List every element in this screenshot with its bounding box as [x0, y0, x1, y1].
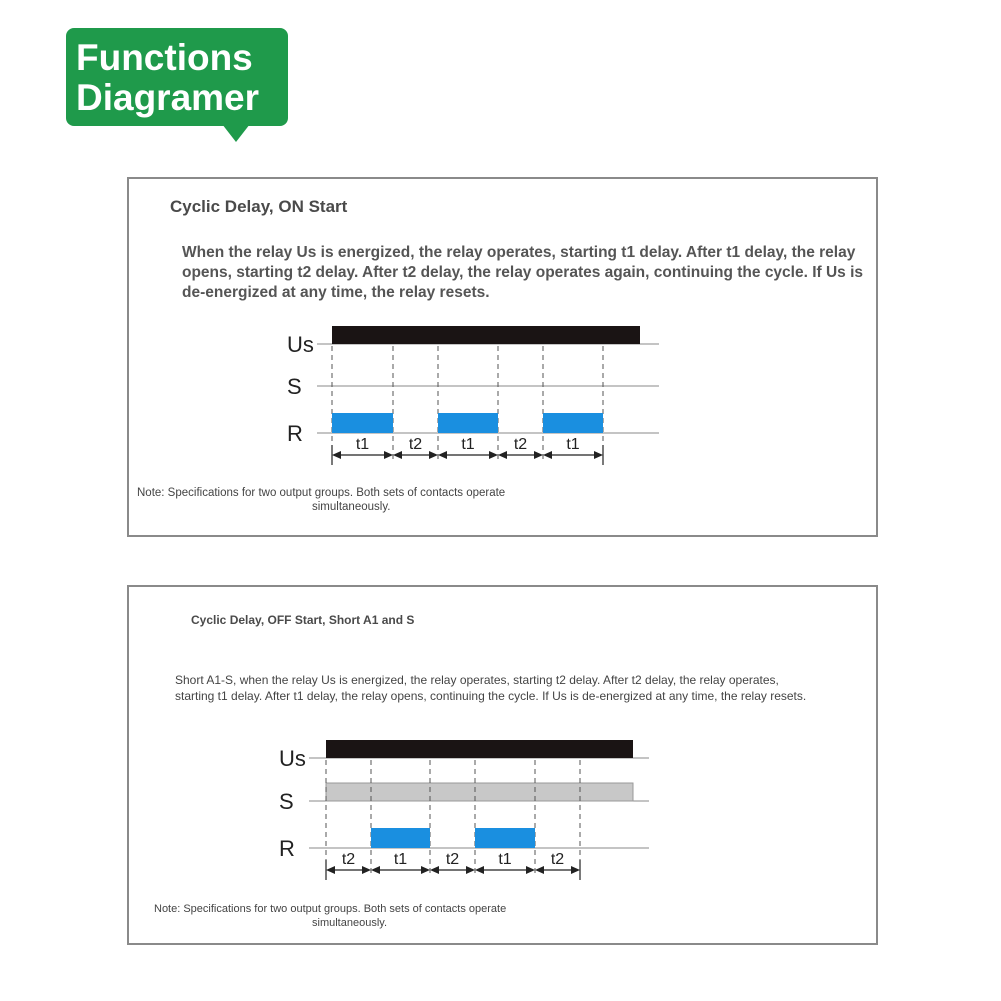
relay-on-pulse — [543, 413, 603, 433]
badge-title: Functions Diagramer — [76, 37, 260, 118]
arrow-left-icon — [393, 451, 402, 459]
interval-label-t1: t1 — [498, 851, 512, 868]
panel-note-continued: simultaneously. — [312, 501, 391, 513]
signal-label-s: S — [279, 789, 294, 814]
arrow-left-icon — [535, 866, 544, 874]
arrow-left-icon — [438, 451, 447, 459]
arrow-right-icon — [526, 866, 535, 874]
panel-description: When the relay Us is energized, the relay operates, starting t1 delay. After t1 delay, the relay opens, starting t2 delay. After t2 delay, the relay operates again, continuing the cycle. If Us is de-energized at any time, the relay resets. — [182, 244, 864, 301]
relay-on-pulse — [475, 828, 535, 848]
arrow-right-icon — [489, 451, 498, 459]
panel-note: Note: Specifications for two output groups. Both sets of contacts operate — [154, 903, 507, 915]
signal-label-s: S — [287, 374, 302, 399]
interval-label-t2: t2 — [445, 851, 460, 868]
arrow-left-icon — [371, 866, 380, 874]
signal-label-us: Us — [279, 746, 306, 771]
arrow-right-icon — [534, 451, 543, 459]
arrow-left-icon — [430, 866, 439, 874]
arrow-right-icon — [429, 451, 438, 459]
arrow-left-icon — [475, 866, 484, 874]
signal-label-r: R — [287, 421, 303, 446]
interval-label-t2: t2 — [513, 436, 528, 453]
timing-diagram — [129, 587, 876, 943]
panel-note-continued: simultaneously. — [312, 917, 387, 929]
panel-title: Cyclic Delay, ON Start — [170, 197, 348, 216]
arrow-right-icon — [466, 866, 475, 874]
us-energized-bar — [332, 326, 640, 344]
signal-label-r: R — [279, 836, 295, 861]
panel-title: Cyclic Delay, OFF Start, Short A1 and S — [191, 613, 415, 627]
arrow-right-icon — [384, 451, 393, 459]
interval-label-t2: t2 — [341, 851, 356, 868]
arrow-left-icon — [326, 866, 335, 874]
timing-diagram — [129, 179, 876, 535]
s-shorted-bar — [326, 783, 633, 801]
us-energized-bar — [326, 740, 633, 758]
arrow-right-icon — [362, 866, 371, 874]
interval-label-t1: t1 — [355, 436, 370, 453]
interval-label-t2: t2 — [550, 851, 565, 868]
arrow-left-icon — [332, 451, 341, 459]
relay-on-pulse — [438, 413, 498, 433]
arrow-right-icon — [571, 866, 580, 874]
interval-label-t1: t1 — [566, 436, 580, 453]
arrow-left-icon — [543, 451, 552, 459]
interval-label-t1: t1 — [461, 436, 475, 453]
signal-label-us: Us — [287, 332, 314, 357]
arrow-right-icon — [421, 866, 430, 874]
interval-label-t2: t2 — [408, 436, 423, 453]
panel-description: Short A1-S, when the relay Us is energized, the relay operates, starting t2 delay. After t2 delay, the relay operates, starting t1 delay. After t1 delay, the relay opens, continuing the cycle. If Us is de-energized at any time, the relay resets. — [175, 673, 807, 703]
cyclic-delay-off-start-panel — [127, 585, 878, 945]
relay-on-pulse — [332, 413, 393, 433]
interval-label-t1: t1 — [393, 851, 408, 868]
relay-on-pulse — [371, 828, 430, 848]
panel-note: Note: Specifications for two output groups. Both sets of contacts operate — [137, 487, 506, 499]
arrow-right-icon — [594, 451, 603, 459]
cyclic-delay-on-start-panel — [127, 177, 878, 537]
badge-pointer-icon — [222, 124, 250, 142]
arrow-left-icon — [498, 451, 507, 459]
